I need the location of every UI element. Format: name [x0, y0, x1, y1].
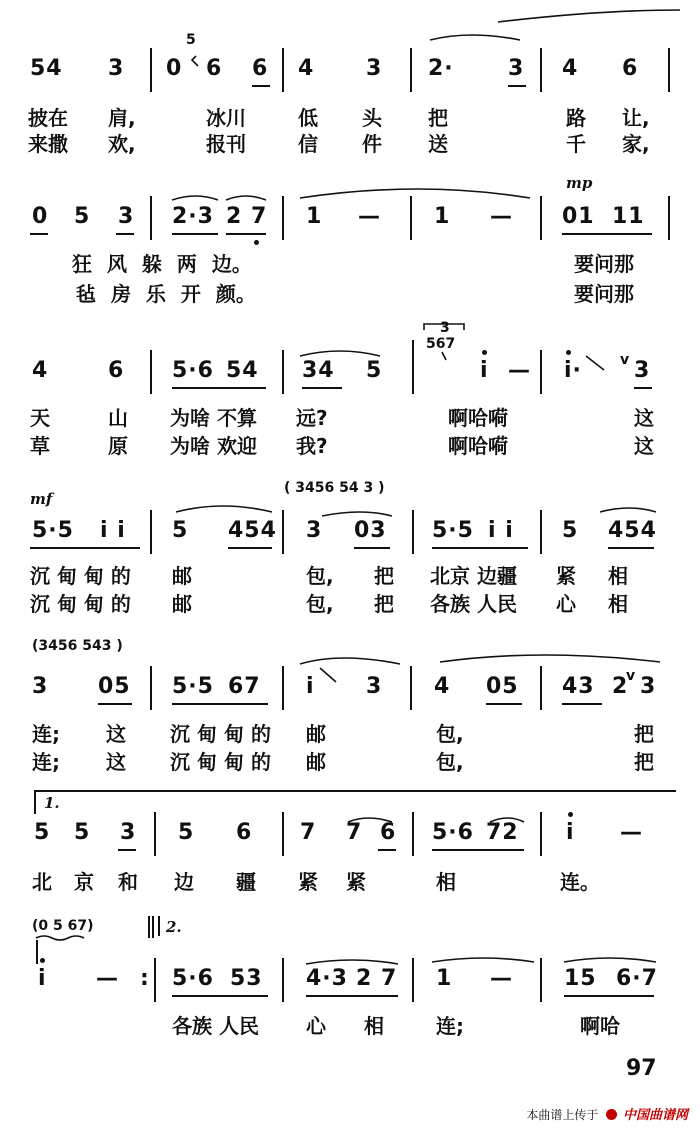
- note: i: [306, 674, 315, 699]
- lyric: 冰川: [206, 106, 246, 130]
- note-group: i i: [488, 518, 514, 543]
- barline: [540, 510, 542, 554]
- lyric: 啊哈嗬: [448, 434, 508, 458]
- barline: [540, 350, 542, 394]
- lyric: 啊哈嗬: [448, 406, 508, 430]
- lyric: 邮: [172, 564, 192, 588]
- cue-notes: (3456 543 ): [32, 638, 123, 654]
- barline: [412, 340, 414, 394]
- note: 6: [380, 820, 397, 845]
- underline: [508, 85, 526, 87]
- note-group: i i: [100, 518, 126, 543]
- lyric: 心: [306, 1014, 326, 1038]
- barline: [540, 196, 542, 240]
- dash: —: [620, 820, 643, 845]
- note: 5: [178, 820, 195, 845]
- dynamic-marking: mp: [566, 174, 593, 192]
- note: i: [566, 820, 575, 845]
- octave-dot: [566, 350, 571, 355]
- note: 2: [612, 674, 629, 699]
- lyric: 路: [566, 106, 586, 130]
- lyric: 紧: [346, 870, 366, 894]
- triplet-grace-notes: 567: [426, 336, 456, 352]
- lyric: 连;: [436, 1014, 464, 1038]
- footer-text: 本曲谱上传于: [526, 1108, 599, 1122]
- score-row-2: [0, 160, 700, 320]
- site-logo[interactable]: 中国曲谱网: [622, 1108, 688, 1123]
- note: i·: [564, 358, 582, 383]
- underline: [564, 995, 654, 997]
- barline: [150, 510, 152, 554]
- octave-dot: [40, 958, 45, 963]
- underline: [608, 547, 654, 549]
- dash: —: [490, 966, 513, 991]
- note-group: 43: [562, 674, 595, 699]
- barline: [282, 812, 284, 856]
- underline: [432, 849, 524, 851]
- lyric: 各族 人民: [172, 1014, 259, 1038]
- lyric: 各族 人民: [430, 592, 517, 616]
- score-row-1: [0, 0, 700, 160]
- underline: [98, 703, 132, 705]
- lyric: 远?: [296, 406, 328, 430]
- second-ending-bracket: [158, 916, 676, 936]
- note-group: 454: [608, 518, 657, 543]
- note-group: 2 7: [356, 966, 398, 991]
- lyric: 边: [174, 870, 194, 894]
- underline: [302, 387, 342, 389]
- note: 0: [166, 56, 183, 81]
- barline: [668, 48, 670, 92]
- lyric: 来撒: [28, 132, 68, 156]
- note: 3: [366, 674, 383, 699]
- underline: [634, 387, 652, 389]
- octave-dot: [482, 350, 487, 355]
- underline: [116, 233, 134, 235]
- note-group: 67: [228, 674, 261, 699]
- underline: [172, 995, 268, 997]
- dash: —: [508, 358, 531, 383]
- note-group: 01: [562, 204, 595, 229]
- lyric: 肩,: [108, 106, 136, 130]
- lyric: 原: [108, 434, 128, 458]
- lyric: 紧: [298, 870, 318, 894]
- note-group: 2 7: [226, 204, 268, 229]
- lyric: 头: [362, 106, 382, 130]
- lyric: 邮: [306, 722, 326, 746]
- lyric: 沉 甸 甸 的: [30, 592, 131, 616]
- note: 7: [346, 820, 363, 845]
- note-group: 72: [486, 820, 519, 845]
- lyric: 邮: [172, 592, 192, 616]
- note: 6: [206, 56, 223, 81]
- underline: [562, 233, 652, 235]
- note: 7: [300, 820, 317, 845]
- barline: [412, 510, 414, 554]
- note: 6: [236, 820, 253, 845]
- lyric: 把: [634, 722, 654, 746]
- barline: [540, 48, 542, 92]
- lyric: 这: [106, 750, 126, 774]
- barline: [154, 958, 156, 1002]
- note: 1: [434, 204, 451, 229]
- octave-dot: [568, 812, 573, 817]
- lyric: 这: [634, 434, 654, 458]
- underline: [562, 703, 602, 705]
- barline: [668, 196, 670, 240]
- underline: [172, 703, 268, 705]
- lyric: 连。: [560, 870, 600, 894]
- dynamic-marking: mf: [30, 490, 53, 508]
- note: i: [38, 966, 47, 991]
- underline: [30, 547, 140, 549]
- barline: [540, 812, 542, 856]
- lyric: 把: [428, 106, 448, 130]
- note-group: 15: [564, 966, 597, 991]
- note-group: 54: [226, 358, 259, 383]
- note: 3: [508, 56, 525, 81]
- barline: [282, 666, 284, 710]
- lyric: 紧: [556, 564, 576, 588]
- note: 5: [366, 358, 383, 383]
- lyric: 山: [108, 406, 128, 430]
- lyric: 甸 的: [224, 722, 271, 746]
- underline: [306, 995, 398, 997]
- note: 6: [108, 358, 125, 383]
- note-group: 6·7: [616, 966, 658, 991]
- note-group: 5·5: [172, 674, 214, 699]
- lyric: 包,: [306, 592, 334, 616]
- underline: [354, 547, 390, 549]
- lyric: 沉 甸: [170, 722, 217, 746]
- note: 3: [306, 518, 323, 543]
- barline: [410, 48, 412, 92]
- underline: [228, 547, 272, 549]
- note: 6: [622, 56, 639, 81]
- note: 4: [32, 358, 49, 383]
- note: 3: [366, 56, 383, 81]
- lyric: 相: [436, 870, 456, 894]
- octave-dot: [254, 240, 259, 245]
- underline: [486, 703, 522, 705]
- note: 5: [562, 518, 579, 543]
- dash: —: [490, 204, 513, 229]
- note-group: 54: [30, 56, 63, 81]
- lyric: 狂 风 躲 两 边。: [72, 252, 252, 276]
- lyric: 包,: [436, 750, 464, 774]
- barline: [410, 666, 412, 710]
- note: 0: [32, 204, 49, 229]
- note: 5: [172, 518, 189, 543]
- lyric: 让,: [622, 106, 650, 130]
- dash: —: [358, 204, 381, 229]
- lyric: 沉 甸: [170, 750, 217, 774]
- score-row-6: [0, 790, 700, 900]
- lyric: 披在: [28, 106, 68, 130]
- lyric: 和: [118, 870, 138, 894]
- note: 6: [252, 56, 269, 81]
- note: i: [480, 358, 489, 383]
- lyric: 相: [608, 564, 628, 588]
- note-group: 5·6: [432, 820, 474, 845]
- note-group: 5·5: [432, 518, 474, 543]
- lyric: 甸 的: [224, 750, 271, 774]
- barline: [282, 48, 284, 92]
- note: 3: [120, 820, 137, 845]
- lyric: 沉 甸 甸 的: [30, 564, 131, 588]
- note: 4: [434, 674, 451, 699]
- note: 4: [562, 56, 579, 81]
- lyric: 天: [30, 406, 50, 430]
- underline: [378, 849, 396, 851]
- barline: [410, 196, 412, 240]
- grace-note: 5: [186, 32, 196, 48]
- note-group: 4·3: [306, 966, 348, 991]
- site-logo-icon: [606, 1109, 617, 1120]
- lyric: 我?: [296, 434, 328, 458]
- note: 3: [634, 358, 651, 383]
- note-group: 5·6: [172, 966, 214, 991]
- triplet-mark: 3: [440, 320, 450, 336]
- lyric: 邮: [306, 750, 326, 774]
- cue-notes: (0 5 67): [32, 918, 94, 934]
- barline: [282, 196, 284, 240]
- lyric: 心: [556, 592, 576, 616]
- lyric: 京: [74, 870, 94, 894]
- lyric: 要问那: [574, 252, 634, 276]
- lyric: 家,: [622, 132, 650, 156]
- note-group: 34: [302, 358, 335, 383]
- note-group: 03: [354, 518, 387, 543]
- underline: [252, 85, 270, 87]
- lyric: 疆: [236, 870, 256, 894]
- barline: [412, 958, 414, 1002]
- note: 2·: [428, 56, 454, 81]
- barline: [152, 916, 154, 938]
- lyric: 要问那: [574, 282, 634, 306]
- barline: [150, 196, 152, 240]
- dash: —: [96, 966, 119, 991]
- lyric: 相: [608, 592, 628, 616]
- barline: [282, 350, 284, 394]
- lyric: 北: [32, 870, 52, 894]
- lyric: 报刊: [206, 132, 246, 156]
- lyric: 低: [298, 106, 318, 130]
- lyric: 千: [566, 132, 586, 156]
- lyric: 欢,: [108, 132, 136, 156]
- score-row-7: [0, 910, 700, 1040]
- cue-notes: ( 3456 54 3 ): [284, 480, 385, 496]
- ending-label: 1.: [44, 794, 60, 812]
- lyric: 北京 边疆: [430, 564, 517, 588]
- barline: [150, 48, 152, 92]
- underline: [30, 233, 48, 235]
- barline: [150, 666, 152, 710]
- barline: [282, 510, 284, 554]
- note-group: 5·6: [172, 358, 214, 383]
- note-group: 454: [228, 518, 277, 543]
- breath-mark: v: [626, 668, 636, 684]
- lyric: 把: [374, 564, 394, 588]
- note: 3: [108, 56, 125, 81]
- note: 3: [118, 204, 135, 229]
- underline: [118, 849, 136, 851]
- ending-label: 2.: [166, 918, 182, 936]
- note: 5: [34, 820, 51, 845]
- lyric: 信: [298, 132, 318, 156]
- score-row-5: [0, 630, 700, 780]
- note: 4: [298, 56, 315, 81]
- note: 1: [306, 204, 323, 229]
- note-group: 2·3: [172, 204, 214, 229]
- barline: [154, 812, 156, 856]
- underline: [172, 233, 218, 235]
- lyric: 件: [362, 132, 382, 156]
- lyric: 这: [634, 406, 654, 430]
- lyric: 把: [374, 592, 394, 616]
- note: 5: [74, 204, 91, 229]
- note: 3: [640, 674, 657, 699]
- lyric: 这: [106, 722, 126, 746]
- lyric: 为啥 欢迎: [170, 434, 257, 458]
- note-group: 05: [486, 674, 519, 699]
- lyric: 连;: [32, 750, 60, 774]
- lyric: 送: [428, 132, 448, 156]
- breath-mark: v: [620, 352, 630, 368]
- underline: [172, 387, 266, 389]
- note-group: 53: [230, 966, 263, 991]
- lyric: 啊哈: [580, 1014, 620, 1038]
- lyric: 草: [30, 434, 50, 458]
- barline: [148, 916, 150, 938]
- lyric: 包,: [306, 564, 334, 588]
- barline: [540, 958, 542, 1002]
- note-group: 11: [612, 204, 645, 229]
- barline: [150, 350, 152, 394]
- score-row-4: [0, 478, 700, 620]
- lyric: 毡 房 乐 开 颜。: [76, 282, 256, 306]
- barline: [282, 958, 284, 1002]
- note: 1: [436, 966, 453, 991]
- note: 3: [32, 674, 49, 699]
- barline: [412, 812, 414, 856]
- score-row-3: [0, 320, 700, 480]
- first-ending-bracket: [34, 790, 676, 814]
- barline: [540, 666, 542, 710]
- barline: [36, 940, 38, 964]
- repeat-sign: :: [140, 966, 150, 991]
- footer: [526, 1104, 688, 1123]
- page-number: 97: [626, 1056, 657, 1081]
- underline: [432, 547, 528, 549]
- lyric: 包,: [436, 722, 464, 746]
- underline: [226, 233, 266, 235]
- lyric: 把: [634, 750, 654, 774]
- note: 5: [74, 820, 91, 845]
- note-group: 05: [98, 674, 131, 699]
- note-group: 5·5: [32, 518, 74, 543]
- lyric: 为啥 不算: [170, 406, 257, 430]
- lyric: 连;: [32, 722, 60, 746]
- lyric: 相: [364, 1014, 384, 1038]
